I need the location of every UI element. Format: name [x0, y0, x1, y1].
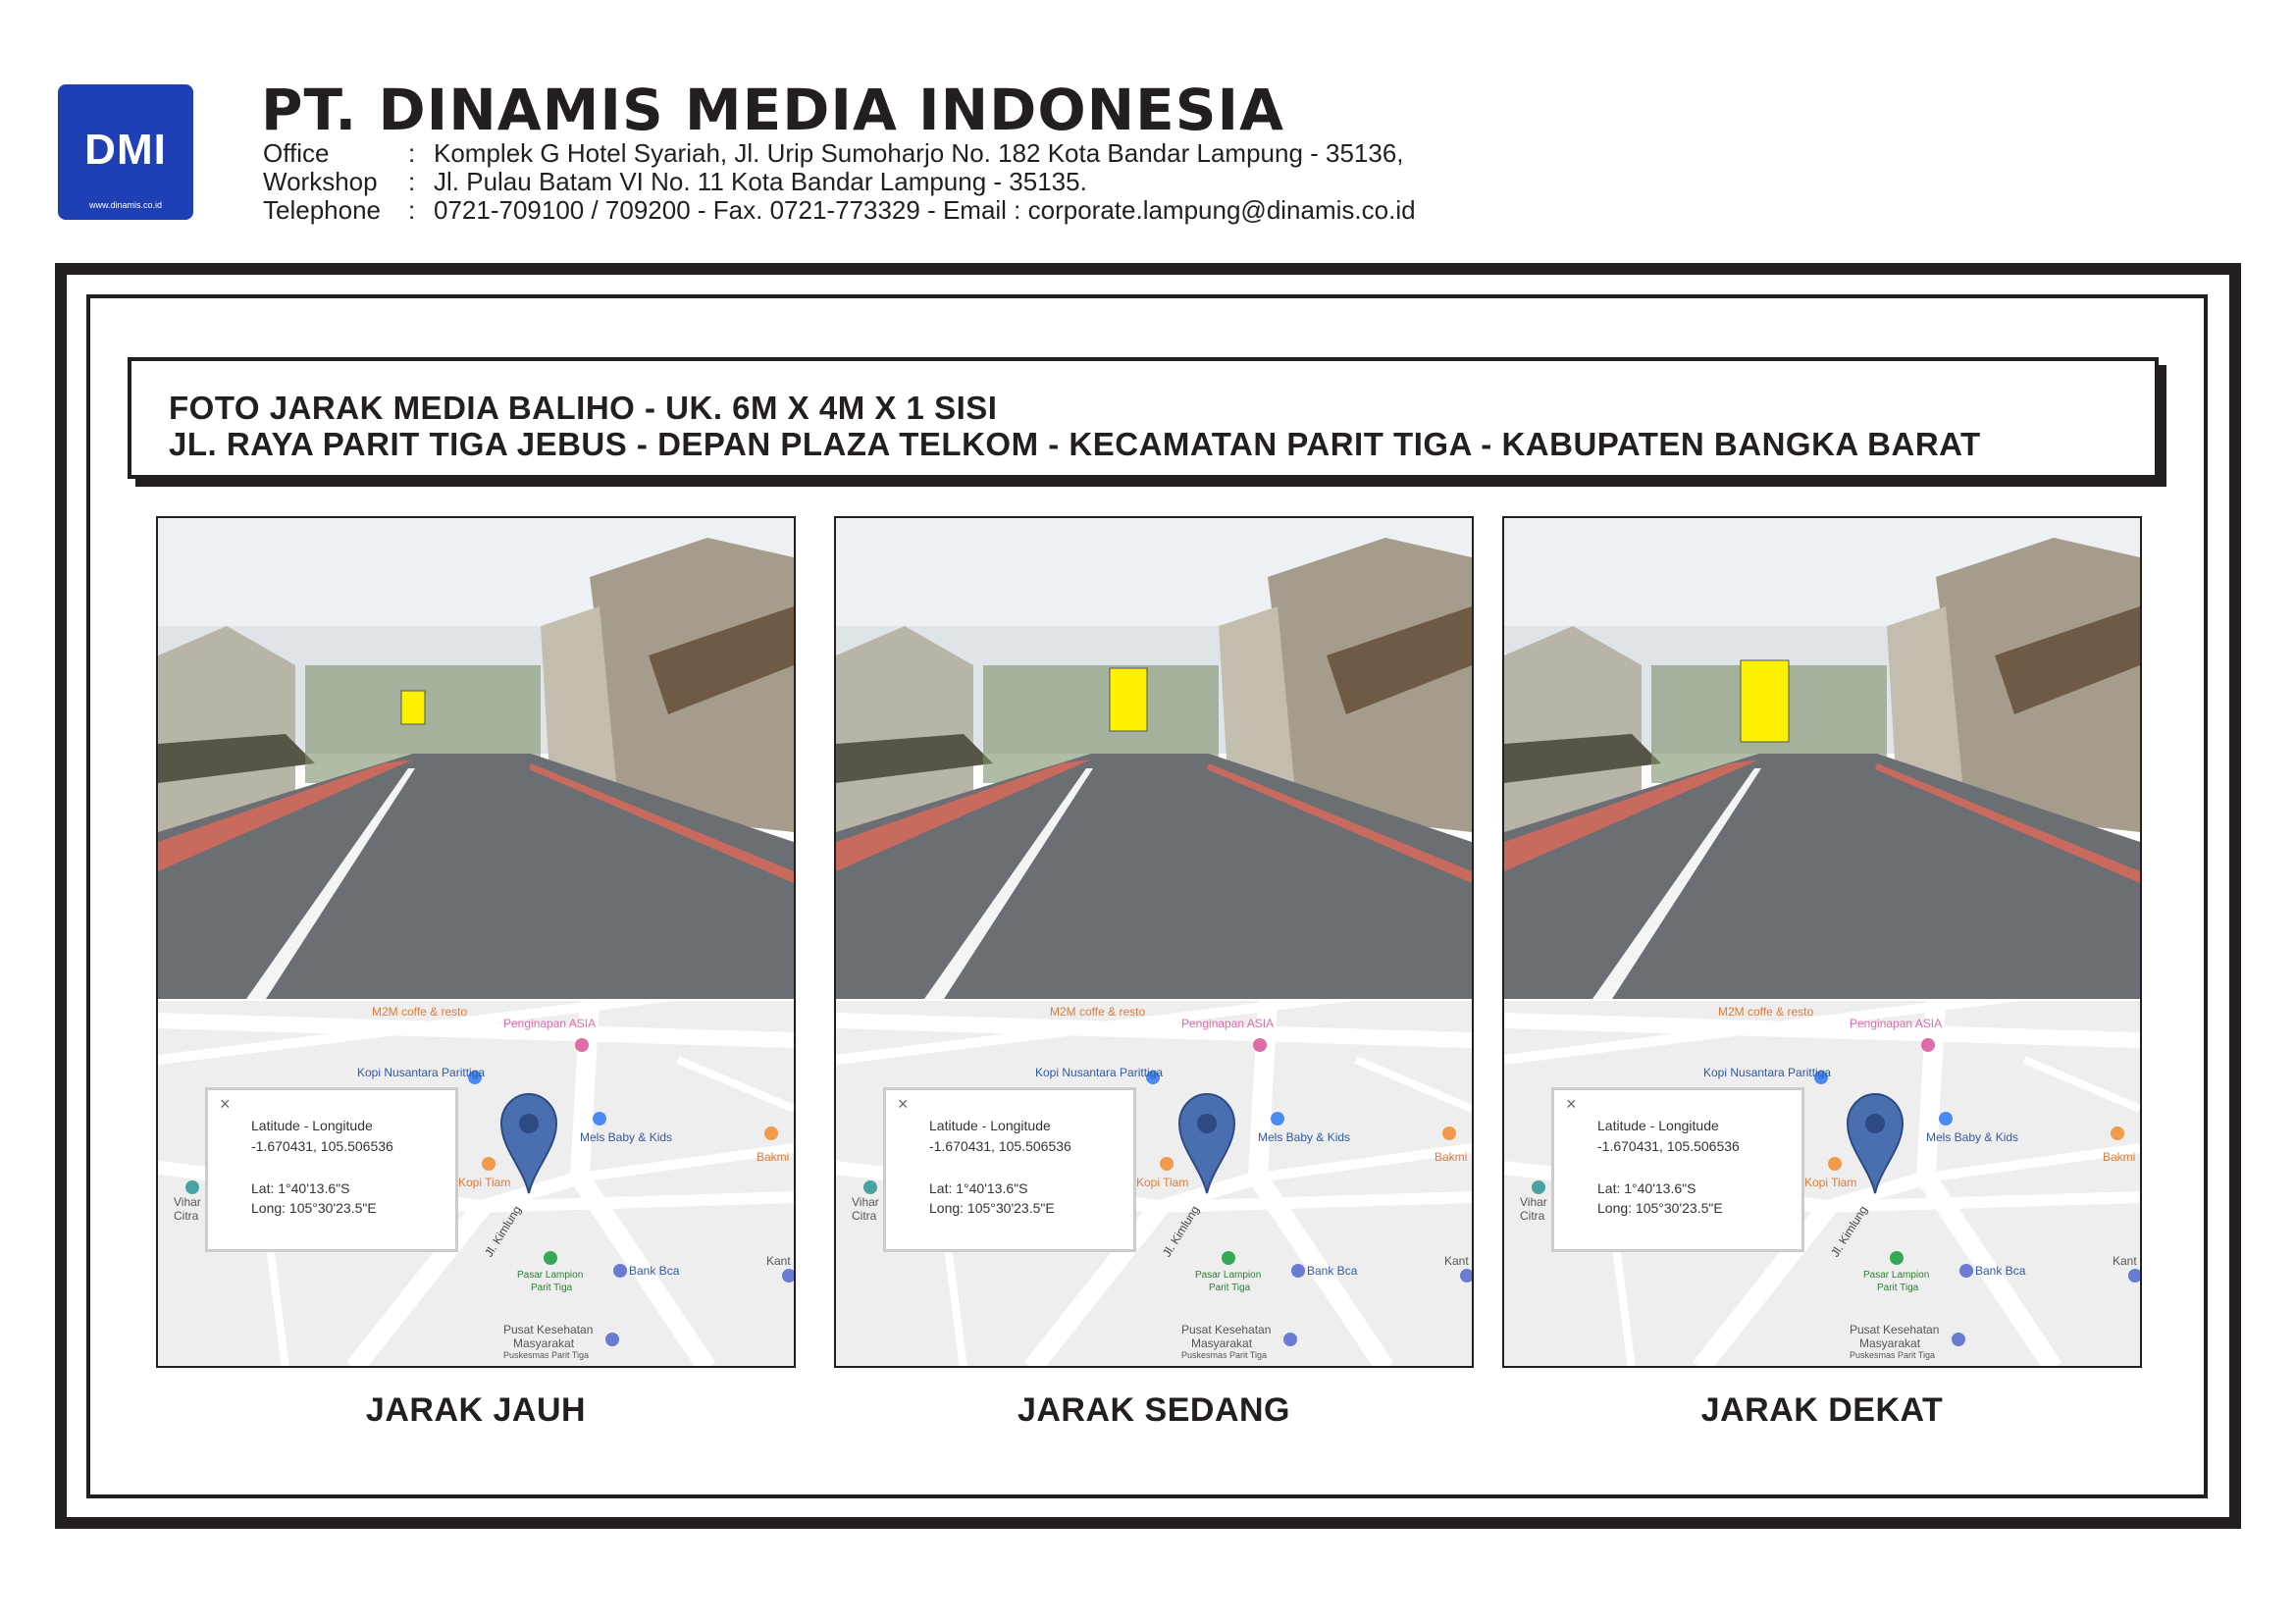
coordinate-popup	[205, 1087, 458, 1252]
map-label-jl-kimlung: Jl. Kimlung	[482, 1203, 524, 1260]
market-icon	[544, 1251, 557, 1265]
billboard-marker	[1741, 660, 1789, 742]
map-label-puskesmas: Puskesmas Parit Tiga	[1181, 1350, 1268, 1360]
map-label-mels: Mels Baby & Kids	[580, 1130, 673, 1144]
map-label-pusat: Pusat Kesehatan	[503, 1323, 594, 1336]
panel-caption-2: JARAK SEDANG	[1017, 1391, 1291, 1429]
map-label-masyarakat: Masyarakat	[1859, 1336, 1921, 1350]
coordinate-popup	[883, 1087, 1136, 1252]
map-label-citra: Citra	[852, 1209, 877, 1223]
title-line-1: FOTO JARAK MEDIA BALIHO - UK. 6M X 4M X 1 SISI	[169, 390, 998, 426]
street-photo	[836, 518, 1472, 999]
billboard-marker	[401, 691, 425, 724]
map-label-bank-bca: Bank Bca	[629, 1264, 680, 1278]
map-label-citra: Citra	[1520, 1209, 1545, 1223]
popup-lat: Lat: 1°40'13.6"S	[1597, 1180, 1696, 1196]
shop-icon	[1939, 1112, 1953, 1126]
street-photo	[158, 518, 794, 999]
bank-icon	[613, 1264, 627, 1278]
office-colon: :	[408, 138, 416, 168]
bank-icon	[1291, 1264, 1305, 1278]
map-label-penginapan: Penginapan ASIA	[1181, 1017, 1275, 1030]
popup-long: Long: 105°30'23.5"E	[929, 1200, 1055, 1216]
map-label-masyarakat: Masyarakat	[513, 1336, 575, 1350]
bank-icon	[1959, 1264, 1973, 1278]
office-address: Komplek G Hotel Syariah, Jl. Urip Sumoharjo No. 182 Kota Bandar Lampung - 35136,	[434, 138, 1404, 168]
map-label-kant: Kant	[766, 1254, 791, 1268]
map-label-mels: Mels Baby & Kids	[1258, 1130, 1351, 1144]
temple-icon	[863, 1180, 877, 1194]
map-label-bank-bca: Bank Bca	[1307, 1264, 1358, 1278]
map-label-bakmi: Bakmi	[2103, 1150, 2136, 1164]
market-icon	[1890, 1251, 1904, 1265]
map-label-pasar: Pasar Lampion	[1863, 1270, 1930, 1281]
company-name: PT. DINAMIS MEDIA INDONESIA	[261, 77, 1285, 143]
map-label-puskesmas: Puskesmas Parit Tiga	[503, 1350, 590, 1360]
coordinate-popup	[1551, 1087, 1804, 1252]
workshop-label: Workshop	[263, 167, 378, 196]
map-label-penginapan: Penginapan ASIA	[503, 1017, 597, 1030]
map-label-vihara: Vihar	[174, 1195, 201, 1209]
map-label-vihara: Vihar	[852, 1195, 879, 1209]
popup-lat: Lat: 1°40'13.6"S	[251, 1180, 350, 1196]
hotel-icon	[1253, 1038, 1267, 1052]
map-label-bakmi: Bakmi	[1435, 1150, 1468, 1164]
billboard-marker	[1110, 668, 1147, 731]
logo-url: www.dinamis.co.id	[88, 200, 163, 210]
map-label-parit-tiga: Parit Tiga	[531, 1283, 573, 1293]
map-label-pasar: Pasar Lampion	[517, 1270, 584, 1281]
title-box	[128, 357, 2159, 479]
company-logo	[58, 84, 193, 220]
popup-coords: -1.670431, 105.506536	[251, 1138, 393, 1154]
map-label-masyarakat: Masyarakat	[1191, 1336, 1253, 1350]
telephone-contacts: 0721-709100 / 709200 - Fax. 0721-773329 - Email : corporate.lampung@dinamis.co.id	[434, 195, 1416, 225]
telephone-label: Telephone	[263, 195, 381, 225]
temple-icon	[1532, 1180, 1545, 1194]
map-label-kopi-nusantara: Kopi Nusantara Parittiga	[1703, 1066, 1832, 1079]
market-icon	[1222, 1251, 1235, 1265]
street-photo	[1504, 518, 2140, 999]
map-label-kopi-tiam: Kopi Tiam	[1804, 1176, 1857, 1189]
workshop-address: Jl. Pulau Batam VI No. 11 Kota Bandar Lampung - 35135.	[434, 167, 1087, 196]
map-label-parit-tiga: Parit Tiga	[1877, 1283, 1919, 1293]
map-label-pusat: Pusat Kesehatan	[1850, 1323, 1940, 1336]
map-label-kant: Kant	[1444, 1254, 1469, 1268]
map-label-kopi-tiam: Kopi Tiam	[1136, 1176, 1189, 1189]
close-icon[interactable]: ×	[220, 1094, 231, 1114]
map-label-jl-kimlung: Jl. Kimlung	[1828, 1203, 1870, 1260]
map-label-pasar: Pasar Lampion	[1195, 1270, 1262, 1281]
map-label-citra: Citra	[174, 1209, 199, 1223]
restaurant-icon	[1442, 1126, 1456, 1140]
map-label-penginapan: Penginapan ASIA	[1850, 1017, 1943, 1030]
office-label: Office	[263, 138, 330, 168]
telephone-colon: :	[408, 195, 416, 225]
food-icon	[1160, 1157, 1174, 1171]
popup-heading: Latitude - Longitude	[251, 1118, 373, 1133]
map-label-puskesmas: Puskesmas Parit Tiga	[1850, 1350, 1936, 1360]
health-icon	[1283, 1333, 1297, 1346]
hotel-icon	[1921, 1038, 1935, 1052]
close-icon[interactable]: ×	[1566, 1094, 1577, 1114]
map-label-m2m: M2M coffe & resto	[372, 1005, 468, 1019]
hotel-icon	[575, 1038, 589, 1052]
map-label-jl-kimlung: Jl. Kimlung	[1160, 1203, 1202, 1260]
map-label-bank-bca: Bank Bca	[1975, 1264, 2026, 1278]
popup-lat: Lat: 1°40'13.6"S	[929, 1180, 1028, 1196]
map-label-kant: Kant	[2113, 1254, 2137, 1268]
popup-long: Long: 105°30'23.5"E	[251, 1200, 377, 1216]
food-icon	[482, 1157, 496, 1171]
food-icon	[1828, 1157, 1842, 1171]
health-icon	[605, 1333, 619, 1346]
map-label-mels: Mels Baby & Kids	[1926, 1130, 2019, 1144]
panel-caption-3: JARAK DEKAT	[1700, 1391, 1944, 1429]
shop-icon	[1271, 1112, 1284, 1126]
map-label-bakmi: Bakmi	[757, 1150, 790, 1164]
distance-panel-3	[1502, 516, 2142, 1368]
health-icon	[1952, 1333, 1965, 1346]
popup-coords: -1.670431, 105.506536	[929, 1138, 1071, 1154]
temple-icon	[185, 1180, 199, 1194]
workshop-colon: :	[408, 167, 416, 196]
panel-caption-1: JARAK JAUH	[365, 1391, 587, 1429]
map-label-parit-tiga: Parit Tiga	[1209, 1283, 1251, 1293]
restaurant-icon	[764, 1126, 778, 1140]
map-label-m2m: M2M coffe & resto	[1050, 1005, 1146, 1019]
map-label-vihara: Vihar	[1520, 1195, 1547, 1209]
map-label-kopi-tiam: Kopi Tiam	[458, 1176, 511, 1189]
map-label-pusat: Pusat Kesehatan	[1181, 1323, 1272, 1336]
map-label-kopi-nusantara: Kopi Nusantara Parittiga	[357, 1066, 486, 1079]
popup-heading: Latitude - Longitude	[1597, 1118, 1719, 1133]
title-line-2: JL. RAYA PARIT TIGA JEBUS - DEPAN PLAZA TELKOM - KECAMATAN PARIT TIGA - KABUPATEN BANGKA BARAT	[169, 426, 1981, 462]
close-icon[interactable]: ×	[898, 1094, 909, 1114]
popup-coords: -1.670431, 105.506536	[1597, 1138, 1740, 1154]
distance-panel-2	[834, 516, 1474, 1368]
popup-heading: Latitude - Longitude	[929, 1118, 1051, 1133]
popup-long: Long: 105°30'23.5"E	[1597, 1200, 1723, 1216]
map-label-m2m: M2M coffe & resto	[1718, 1005, 1814, 1019]
shop-icon	[593, 1112, 606, 1126]
distance-panel-1	[156, 516, 796, 1368]
restaurant-icon	[2111, 1126, 2124, 1140]
logo-text: DMI	[84, 126, 167, 174]
map-label-kopi-nusantara: Kopi Nusantara Parittiga	[1035, 1066, 1164, 1079]
